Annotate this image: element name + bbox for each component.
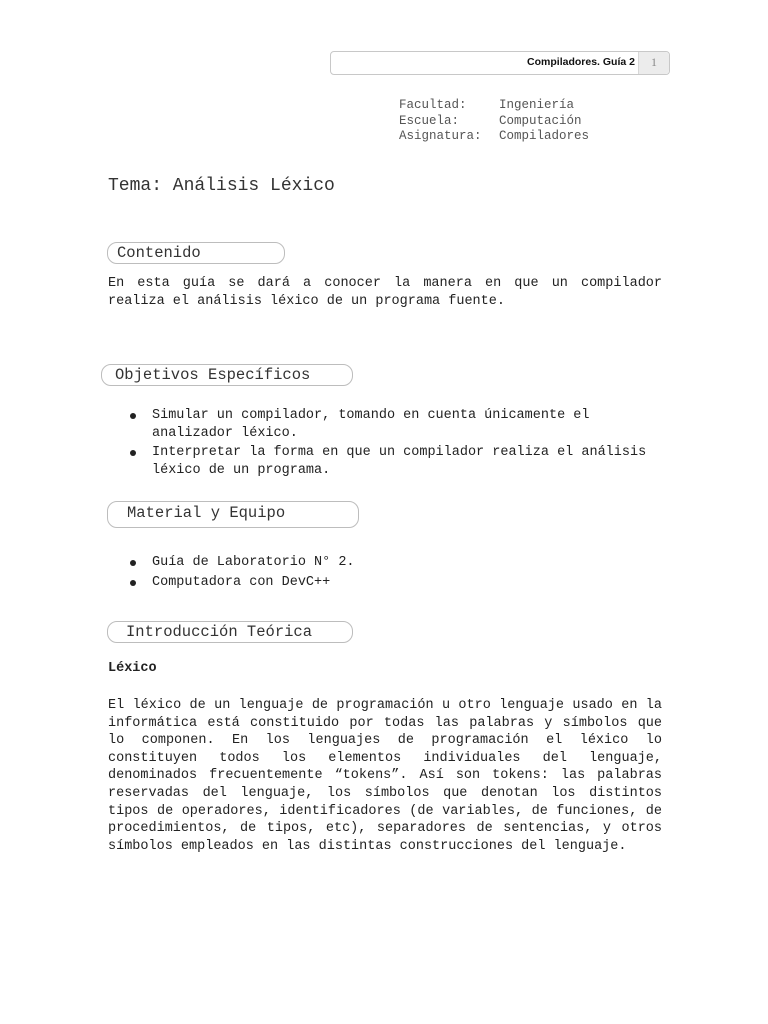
meta-value: Ingeniería <box>499 98 575 112</box>
meta-value: Compiladores <box>499 129 590 143</box>
course-info <box>399 98 589 145</box>
section-heading-label: Material y Equipo <box>127 504 286 522</box>
meta-row-escuela <box>399 114 589 130</box>
list-item: Simular un compilador, tomando en cuenta únicamente el analizador léxico. <box>130 407 650 442</box>
meta-label: Escuela: <box>399 113 460 128</box>
topic-title: Tema: Análisis Léxico <box>108 176 335 196</box>
meta-row-asignatura <box>399 129 589 145</box>
bullet-icon <box>130 413 136 419</box>
meta-value: Computación <box>499 113 582 128</box>
contenido-paragraph: En esta guía se dará a conocer la manera en que un compilador realiza el análisis léxico de un programa fuente. <box>108 276 662 309</box>
bullet-icon <box>130 560 136 566</box>
material-list <box>130 554 650 593</box>
section-heading-material <box>107 501 359 528</box>
introduccion-paragraph: El léxico de un lenguaje de programación u otro lenguaje usado en la informática está constituido por todas las palabras y símbolos que lo componen. En los lenguajes de programación el léxico lo constituyen todos los elementos individuales del lenguaje, denominados frecuentemente “tokens”. Así son tokens: las palabras reservadas del lenguaje, los símbolos que denotan los distintos tipos de operadores, identificadores (de variables, de funciones, de procedimientos, de tipos, etc), separadores de sentencias, y otros símbolos empleados en las distintas construcciones del lenguaje. <box>108 698 662 854</box>
meta-label: Asignatura: <box>399 129 482 143</box>
bullet-icon <box>130 450 136 456</box>
section-heading-label: Introducción Teórica <box>126 623 313 641</box>
header-title: Compiladores. Guía 2 <box>527 56 635 68</box>
page-number: 1 <box>638 52 669 74</box>
objetivos-list <box>130 407 650 481</box>
section-heading-label: Contenido <box>117 244 201 262</box>
list-item: Guía de Laboratorio N° 2. <box>130 554 650 572</box>
section-heading-objetivos <box>101 364 353 386</box>
subheading-lexico: Léxico <box>108 661 157 676</box>
meta-row-facultad <box>399 98 589 114</box>
list-item: Computadora con DevC++ <box>130 574 650 592</box>
meta-label: Facultad: <box>399 98 467 112</box>
section-heading-label: Objetivos Específicos <box>115 366 311 384</box>
section-heading-introduccion <box>107 621 353 643</box>
list-item: Interpretar la forma en que un compilador realiza el análisis léxico de un programa. <box>130 444 650 479</box>
bullet-icon <box>130 580 136 586</box>
page-header <box>330 51 670 75</box>
section-heading-contenido <box>107 242 285 264</box>
